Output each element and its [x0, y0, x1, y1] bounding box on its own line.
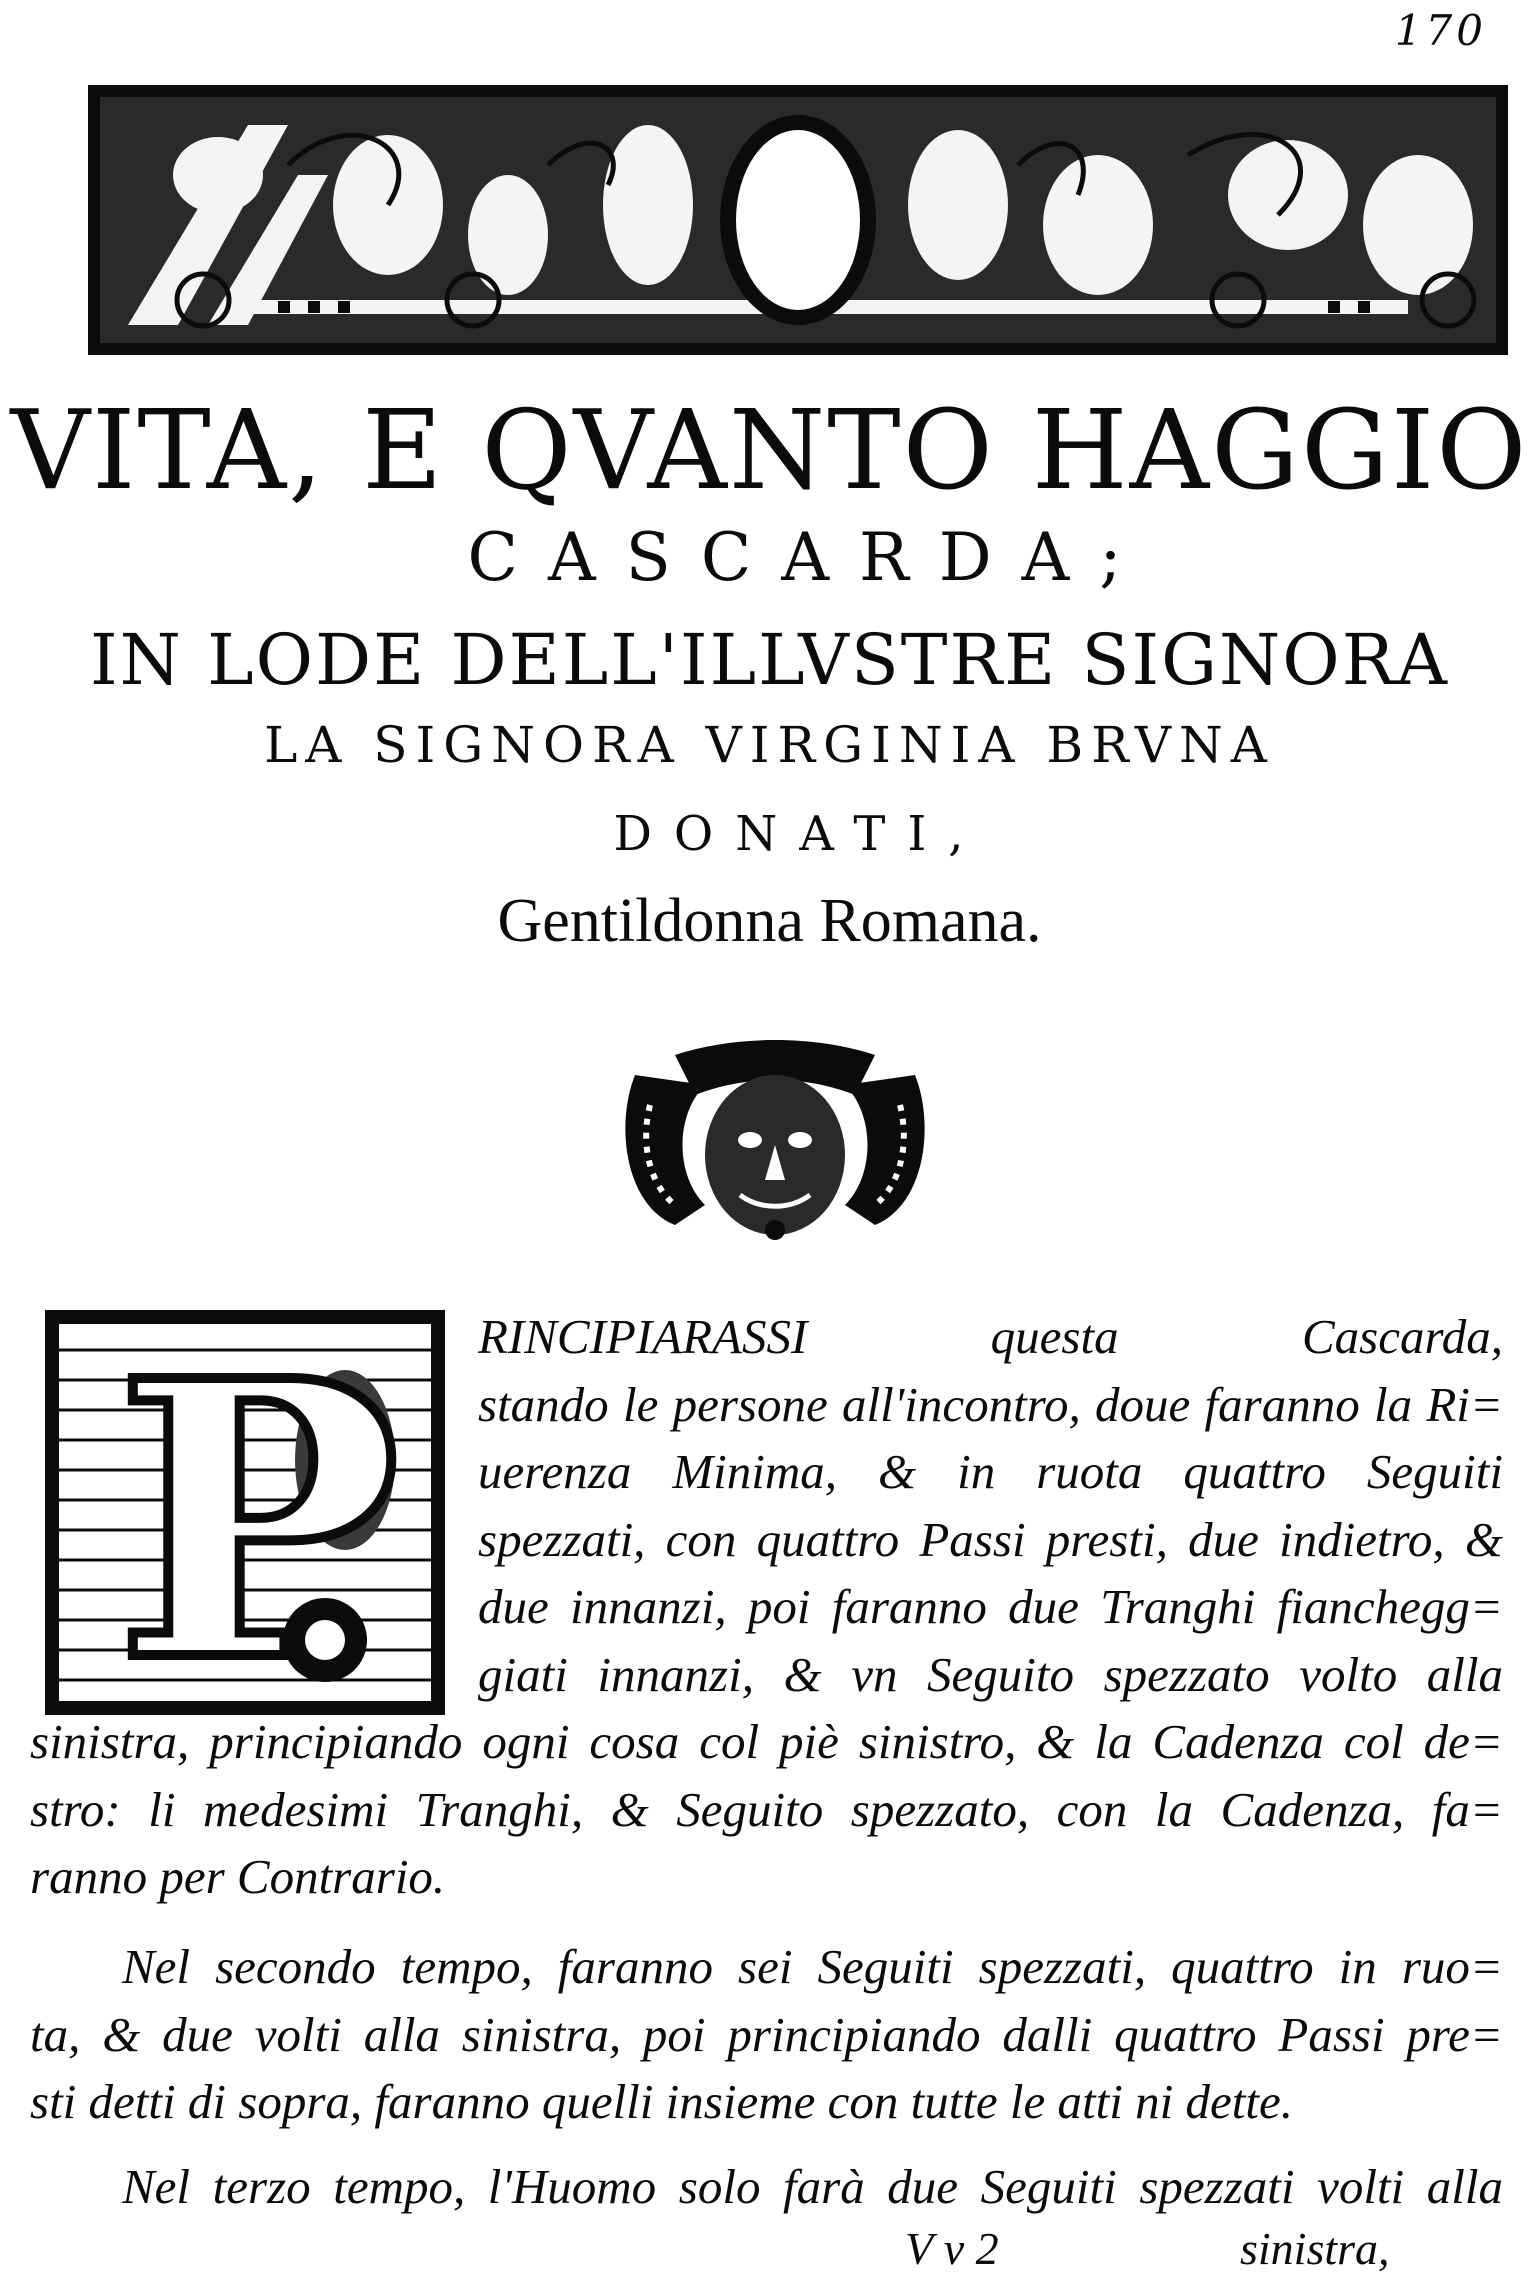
text-line: stro: li medesimi Tranghi, & Seguito spezzato, con la Cadenza, fa= [30, 1781, 1503, 1837]
text-line: ta, & due volti alla sinistra, poi principiando dalli quattro Passi pre= [30, 2006, 1503, 2062]
page-footer [0, 2222, 1539, 2278]
text-line: Nel secondo tempo, faranno sei Seguiti spezzati, quattro in ruo= [122, 1939, 1503, 1994]
page-number: 170 [1394, 6, 1487, 55]
title-line-main: VITA, E QVANTO HAGGIO [10, 386, 1529, 514]
signature-mark: V v 2 [905, 2223, 999, 2274]
paragraph-1-wrapped [478, 1303, 1503, 1708]
mask-cartouche-icon [615, 1035, 935, 1240]
text-line: stando le persone all'incontro, doue faranno la Ri= [478, 1376, 1503, 1432]
catchword: sinistra, [1240, 2223, 1390, 2274]
paragraph-3 [30, 2153, 1503, 2221]
text-line: sinistra, principiando ogni cosa col piè sinistro, & la Cadenza col de= [30, 1714, 1503, 1769]
initial-letter: P [115, 1310, 401, 1715]
title-line-lady-name: LA SIGNORA VIRGINIA BRVNA [264, 716, 1275, 774]
text-line: due innanzi, poi faranno due Tranghi fianchegg= [478, 1579, 1503, 1634]
paragraph-2 [30, 1933, 1503, 2136]
title-line-dance-name: CASCARDA; [467, 519, 1152, 596]
paragraph-1-continued [30, 1708, 1503, 1911]
title-line-dedication: IN LODE DELL'ILLVSTRE SIGNORA [90, 619, 1449, 701]
text-line: spezzati, con quattro Passi presti, due indietro, & [478, 1511, 1503, 1567]
text-line: uerenza Minima, & in ruota quattro Seguiti [478, 1444, 1503, 1499]
text-line: ranno per Contrario. [30, 1849, 446, 1904]
title-line-surname: DONATI, [613, 806, 986, 862]
text-line: giati innanzi, & vn Seguito spezzato volto alla [478, 1646, 1503, 1702]
woodcut-headpiece-putti-icon [88, 85, 1508, 355]
text-line: sti detti di sopra, faranno quelli insieme con tutte le atti ni dette. [30, 2074, 1293, 2129]
text-line: Nel terzo tempo, l'Huomo solo farà due Seguiti spezzati volti alla [122, 2159, 1503, 2214]
title-line-description: Gentildonna Romana. [497, 887, 1042, 955]
text-line: RINCIPIARASSI questa Cascarda, [478, 1309, 1503, 1364]
woodcut-initial-p-icon [45, 1310, 445, 1715]
